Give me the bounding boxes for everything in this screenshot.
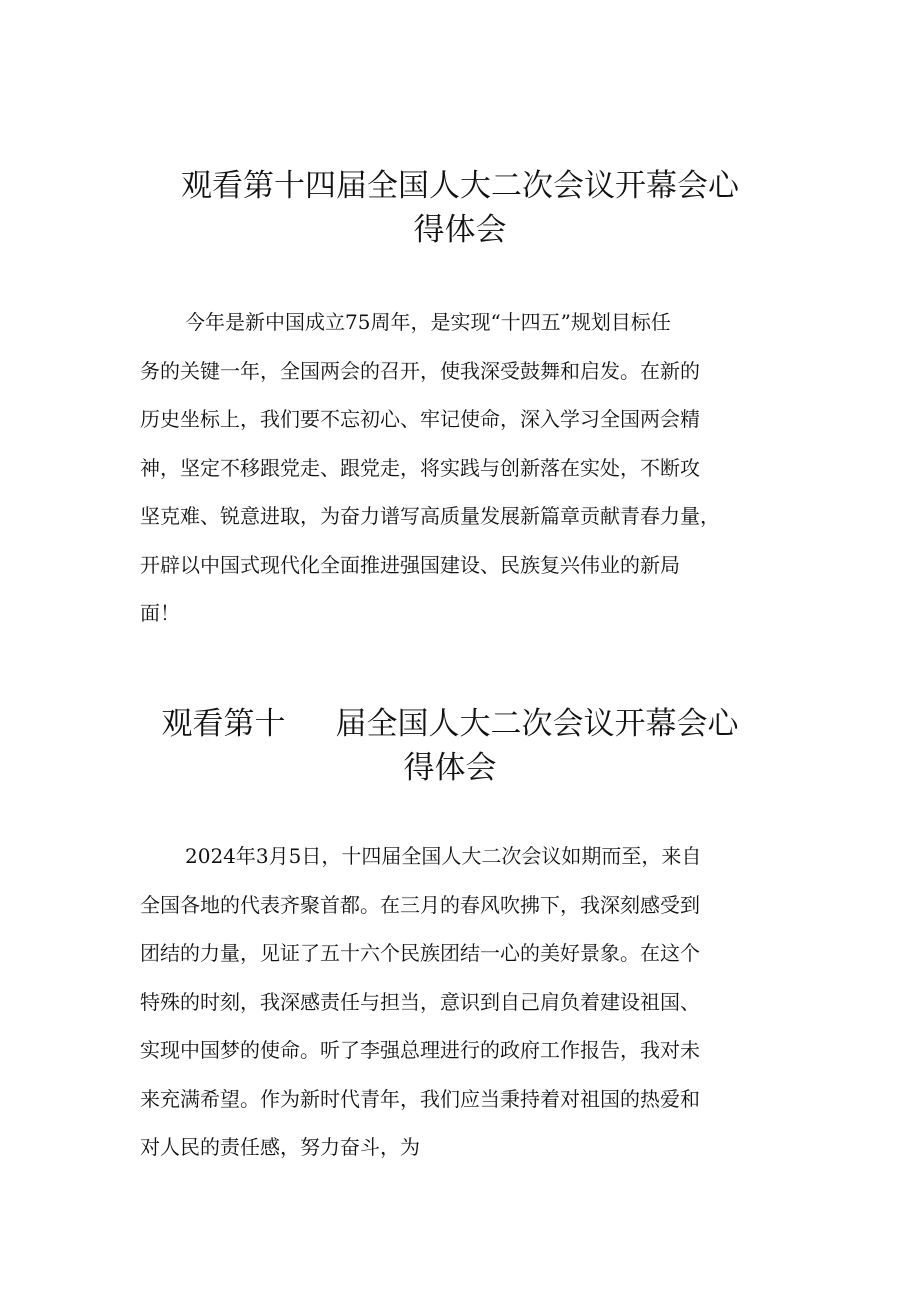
body-line: 务的关键一年，全国两会的召开，使我深受鼓舞和启发。在新的	[140, 358, 700, 383]
body-line: 特殊的时刻，我深感责任与担当，意识到自己肩负着建设祖国、	[140, 989, 700, 1014]
article-1-title-line-1: 观看第十四届全国人大二次会议开幕会心	[181, 168, 739, 204]
body-line: 神，坚定不移跟党走、跟党走，将实践与创新落在实处，不断攻	[140, 455, 700, 480]
body-line: 实现中国梦的使命。听了李强总理进行的政府工作报告，我对未	[140, 1038, 700, 1062]
body-line: 全国各地的代表齐聚首都。在三月的春风吹拂下，我深刻感受到	[140, 892, 700, 917]
body-line: 坚克难、锐意进取，为奋力谱写高质量发展新篇章贡献青春力量，	[140, 504, 720, 528]
article-1-title	[140, 164, 780, 252]
title-part-2: 届全国人大二次会议开幕会心	[335, 706, 739, 742]
article-2-body	[140, 832, 800, 1172]
body-line: 团结的力量，见证了五十六个民族团结一心的美好景象。在这个	[140, 941, 700, 965]
body-line: 历史坐标上，我们要不忘初心、牢记使命，深入学习全国两会精	[140, 407, 700, 431]
body-line: 面！	[140, 601, 180, 625]
article-1-body	[140, 298, 800, 638]
body-line: 今年是新中国成立75周年，是实现“十四五”规划目标任	[185, 310, 671, 334]
body-line: 2024年3月5日，十四届全国人大二次会议如期而至，来自	[185, 844, 702, 868]
body-line: 来充满希望。作为新时代青年，我们应当秉持着对祖国的热爱和	[140, 1086, 700, 1111]
body-line: 对人民的责任感，努力奋斗，为	[140, 1135, 420, 1159]
title-part-1: 观看第十	[161, 706, 286, 742]
body-line: 开辟以中国式现代化全面推进强国建设、民族复兴伟业的新局	[140, 552, 680, 577]
article-1-title-line-2: 得体会	[413, 212, 507, 248]
article-2-title-line-2: 得体会	[403, 750, 497, 786]
article-2-title-line-1	[130, 702, 770, 746]
article-2-title	[130, 702, 770, 790]
